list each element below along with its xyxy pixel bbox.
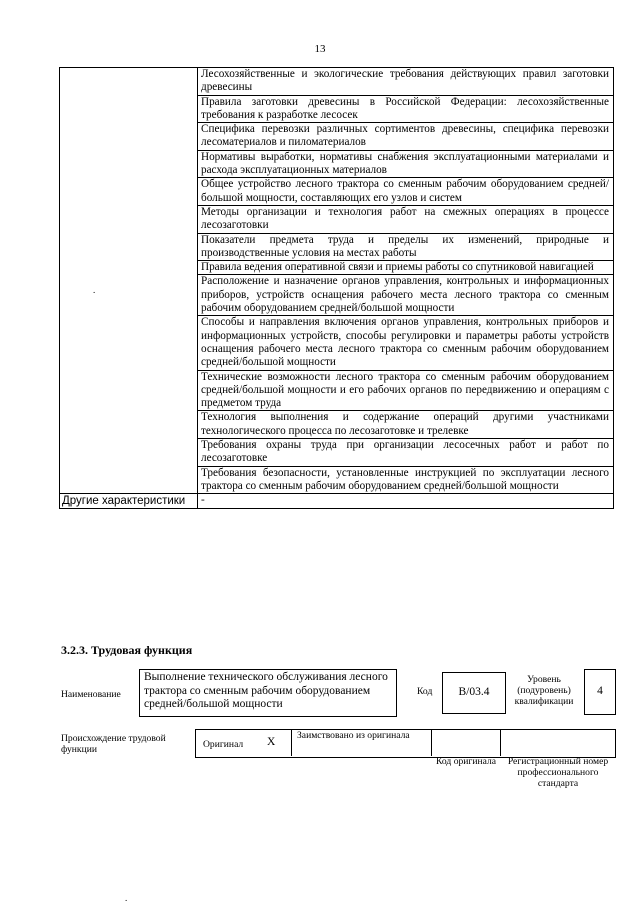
other-characteristics-label: Другие характеристики — [60, 494, 198, 509]
knowledge-item: Требования охраны труда при организации лесосечных работ и работ по лесозаготовке — [198, 439, 614, 467]
level-label: Уровень (подуровень) квалификации — [514, 674, 574, 707]
knowledge-item: Специфика перевозки различных сортиментов древесины, специфика перевозки лесоматериалов и пиломатериалов — [198, 123, 614, 151]
knowledge-item: Правила ведения оперативной связи и приемы работы со спутниковой навигацией — [198, 261, 614, 275]
level-box — [584, 669, 616, 715]
scan-mark: . — [125, 893, 128, 903]
knowledge-item: Показатели предмета труда и пределы их изменений, природные и производственные условия на местах работы — [198, 233, 614, 261]
page-number: 13 — [314, 43, 326, 55]
level-value: 4 — [597, 685, 603, 698]
knowledge-item: Правила заготовки древесины в Российской Федерации: лесохозяйственные требования к разработке лесосек — [198, 95, 614, 123]
knowledge-item: Лесохозяйственные и экологические требования действующих правил заготовки древесины — [198, 68, 614, 96]
code-label: Код — [417, 686, 433, 697]
original-label: Оригинал — [203, 739, 244, 750]
name-label: Наименование — [61, 689, 121, 700]
code-original-caption: Код оригинала — [435, 756, 497, 767]
origin-divider-2 — [431, 729, 432, 756]
borrowed-label: Заимствовано из оригинала — [297, 730, 410, 741]
knowledge-item: Технические возможности лесного трактора со сменным рабочим оборудованием средней/большой мощности и его рабочих органов по передвижению и операциям с предметом труда — [198, 370, 614, 411]
table-row — [60, 494, 614, 509]
section-title: 3.2.3. Трудовая функция — [61, 643, 193, 657]
reg-number-caption: Регистрационный номер профессионального стандарта — [507, 756, 609, 789]
knowledge-item: Требования безопасности, установленные инструкцией по эксплуатации лесного трактора со сменным рабочим оборудованием средней/большой мощности — [198, 466, 614, 494]
knowledge-item: Расположение и назначение органов управления, контрольных и информационных приборов, устройств оснащения рабочего места лесного трактора со сменным рабочим оборудованием средней/большой мощности — [198, 275, 614, 316]
origin-divider-1 — [291, 729, 292, 756]
code-box — [442, 672, 506, 714]
code-value: B/03.4 — [458, 686, 490, 699]
original-mark: X — [267, 736, 276, 748]
origin-divider-3 — [500, 729, 501, 756]
function-name-box — [139, 669, 397, 717]
origin-label: Происхождение трудовой функции — [61, 733, 166, 755]
knowledge-item: Общее устройство лесного трактора со сменным рабочим оборудованием средней/большой мощности, составляющих его узлов и систем — [198, 178, 614, 206]
table-row — [60, 68, 614, 96]
function-name: Выполнение технического обслуживания лесного трактора со сменным рабочим оборудованием средней/большой мощности — [144, 671, 388, 710]
knowledge-item: Методы организации и технология работ на смежных операциях в процессе лесозаготовки — [198, 205, 614, 233]
scan-dot: . — [93, 285, 96, 295]
knowledge-item: Способы и направления включения органов управления, контрольных приборов и информационных устройств, способы регулировки и параметры работы устройств оснащения рабочего места лесного трактора со сменным рабочим оборудованием средней/большой мощности — [198, 316, 614, 370]
other-characteristics-value: - — [198, 494, 614, 509]
knowledge-label-cell — [60, 68, 198, 494]
knowledge-table — [59, 67, 614, 509]
knowledge-item: Нормативы выработки, нормативы снабжения эксплуатационными материалами и расхода эксплуатационных материалов — [198, 150, 614, 178]
knowledge-item: Технология выполнения и содержание операций другими участниками технологического процесса по лесозаготовке и трелевке — [198, 411, 614, 439]
